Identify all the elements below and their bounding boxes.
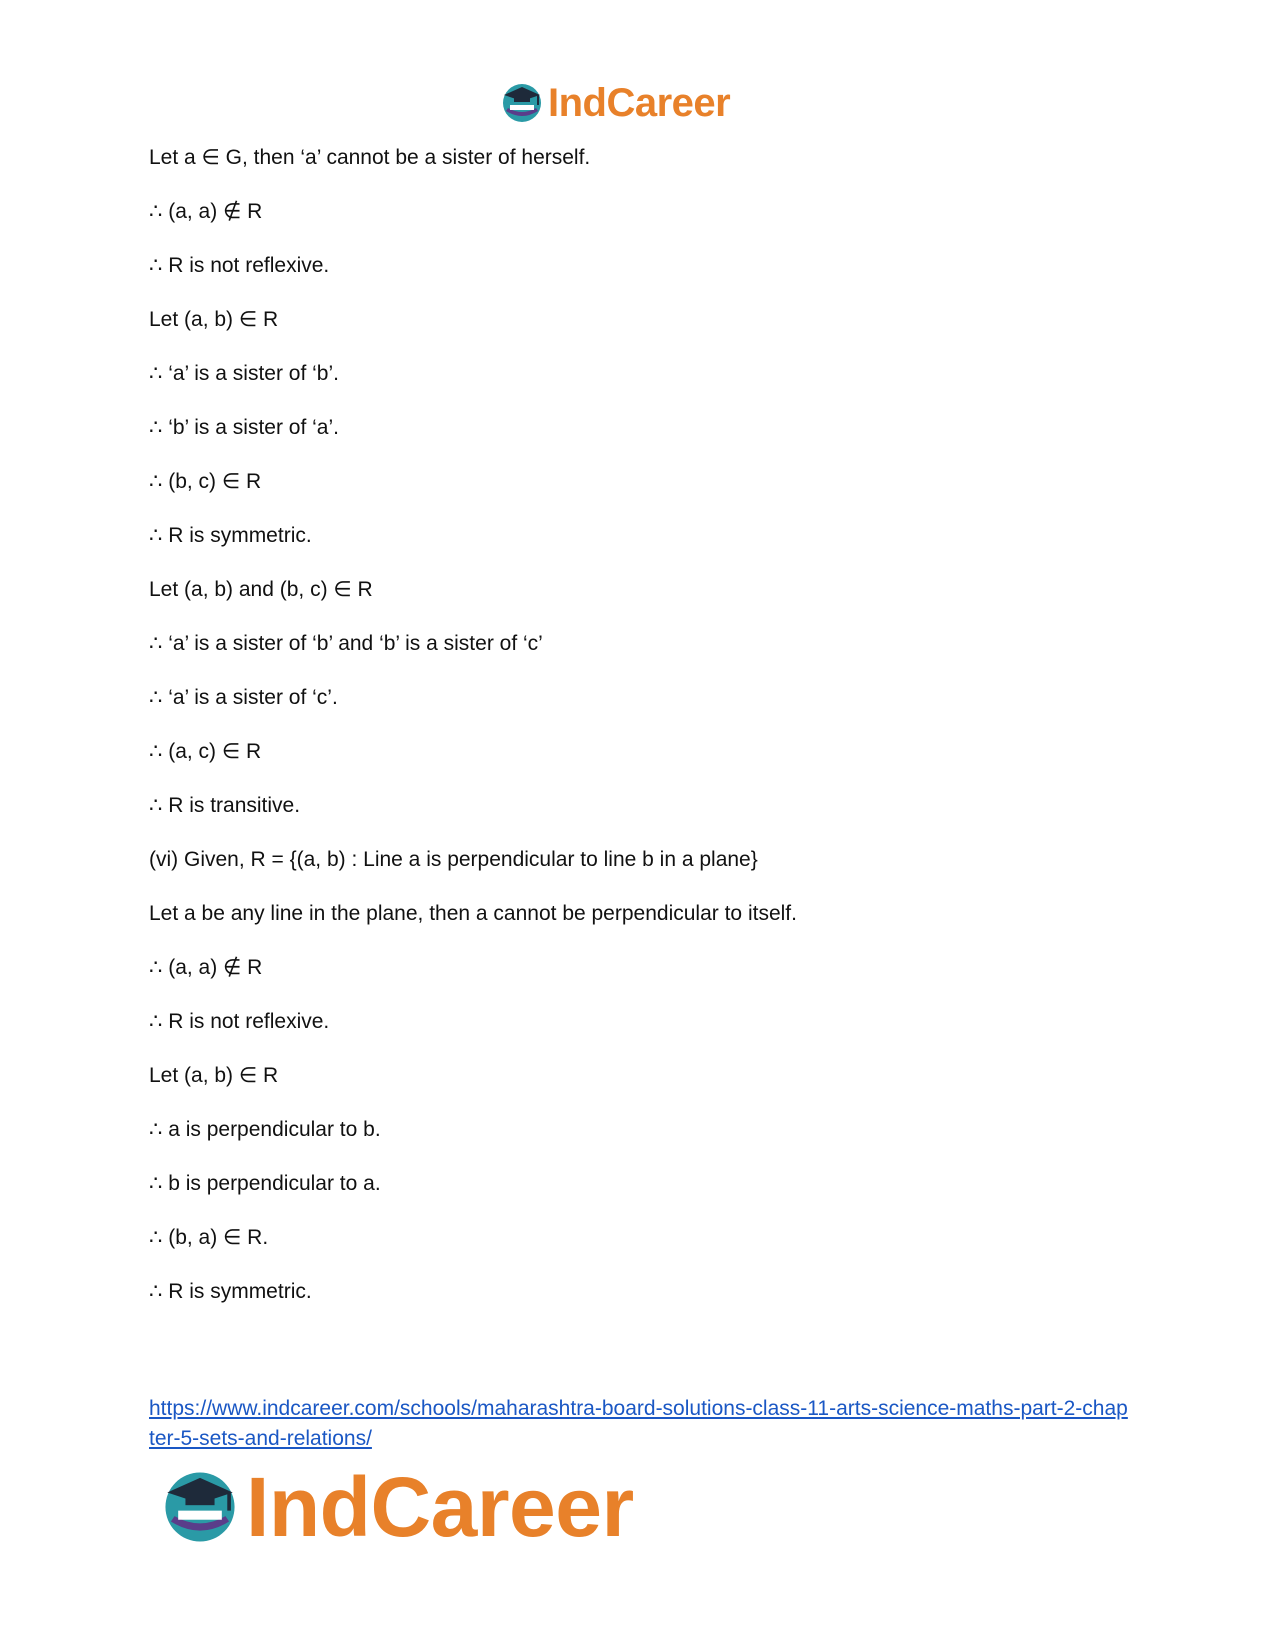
text-line: ∴ b is perpendicular to a.: [149, 1172, 381, 1195]
text-line: ∴ (a, a) ∉ R: [149, 200, 263, 223]
text-line: ∴ ‘a’ is a sister of ‘b’ and ‘b’ is a sister of ‘c’: [149, 632, 543, 655]
text-line: ∴ (b, a) ∈ R.: [149, 1226, 269, 1249]
text-line: ∴ R is symmetric.: [149, 1280, 312, 1303]
text-line: Let a be any line in the plane, then a cannot be perpendicular to itself.: [149, 902, 797, 925]
text-line: Let (a, b) and (b, c) ∈ R: [149, 578, 373, 601]
text-line: ∴ ‘b’ is a sister of ‘a’.: [149, 416, 339, 439]
text-line: ∴ ‘a’ is a sister of ‘c’.: [149, 686, 338, 709]
footer-logo: [160, 1459, 634, 1554]
text-line: Let a ∈ G, then ‘a’ cannot be a sister of herself.: [149, 146, 591, 169]
text-line: ∴ (a, c) ∈ R: [149, 740, 262, 763]
text-line: ∴ a is perpendicular to b.: [149, 1118, 381, 1141]
text-line: ∴ R is not reflexive.: [149, 254, 330, 277]
text-line: (vi) Given, R = {(a, b) : Line a is perpendicular to line b in a plane}: [149, 848, 758, 871]
text-line: ∴ (a, a) ∉ R: [149, 956, 263, 979]
text-line: Let (a, b) ∈ R: [149, 1064, 279, 1087]
text-line: ∴ R is not reflexive.: [149, 1010, 330, 1033]
text-line: ∴ R is symmetric.: [149, 524, 312, 547]
text-line: ∴ (b, c) ∈ R: [149, 470, 262, 493]
logo-text: IndCareer: [548, 80, 731, 125]
text-line: Let (a, b) ∈ R: [149, 308, 279, 331]
header-logo: [500, 78, 730, 128]
text-line: ∴ ‘a’ is a sister of ‘b’.: [149, 362, 339, 385]
source-link[interactable]: https://www.indcareer.com/schools/maharashtra-board-solutions-class-11-arts-science-maths-part-2-chapter-5-sets-and-relations/: [149, 1397, 1128, 1450]
logo-text: IndCareer: [246, 1459, 634, 1554]
document-body: [149, 146, 1149, 1334]
graduation-cap-icon: [500, 81, 544, 125]
text-line: ∴ R is transitive.: [149, 794, 301, 817]
graduation-cap-icon: [160, 1467, 240, 1547]
